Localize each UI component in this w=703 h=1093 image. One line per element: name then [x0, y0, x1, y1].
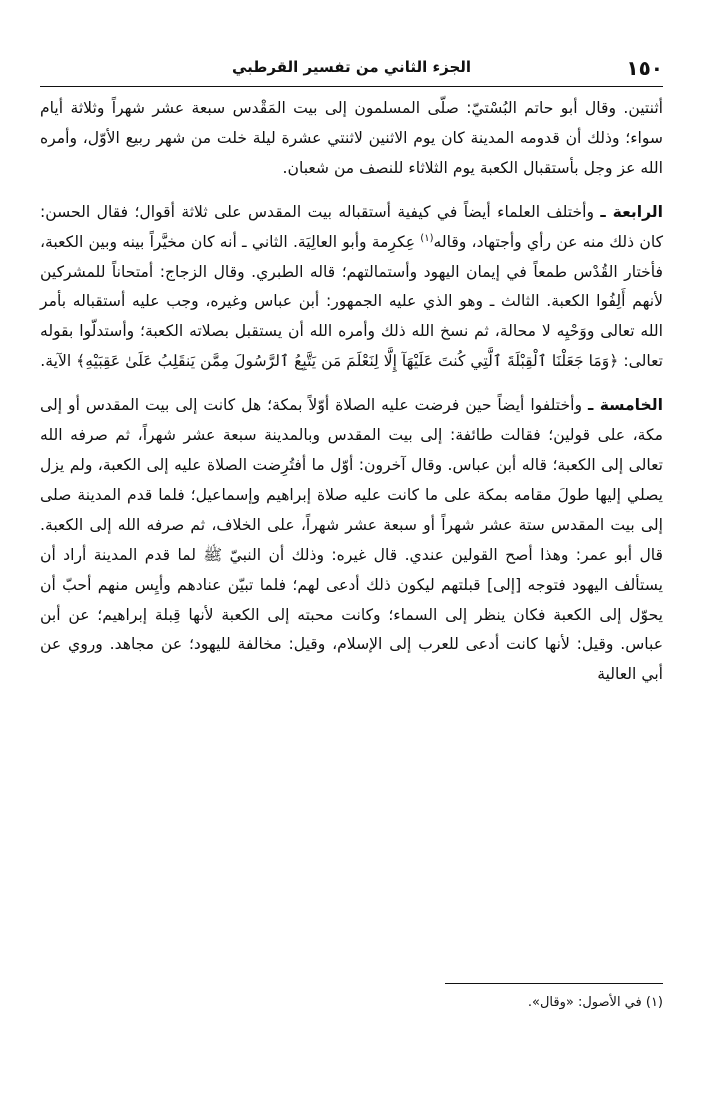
page-header	[40, 52, 663, 86]
footnote-divider	[445, 983, 663, 984]
paragraph-1	[40, 94, 663, 184]
footnote: (١) في الأصول: «وقال».	[527, 995, 663, 1010]
footnote-marker: (١)	[420, 232, 434, 244]
header-divider	[40, 86, 663, 87]
page-number: ١٥٠	[626, 56, 663, 80]
paragraph-2-text-a: وأختلف العلماء أيضاً في كيفية أستقباله بيت المقدس على ثلاثة أقوال؛ فقال الحسن: كان ذلك منه عن رأي وأجتهاد، وقاله	[40, 202, 663, 251]
running-title: الجزء الثاني من تفسير القرطبي	[231, 58, 472, 76]
paragraph-3-text: وأختلفوا أيضاً حين فرضت عليه الصلاة أوّلاً بمكة؛ هل كانت إلى بيت المقدس أو إلى مكة، على قولين؛ فقالت طائفة: إلى بيت المقدس وبالمدينة سبعة عشر شهراً، ثم صرفه الله تعالى إلى الكعبة؛ قاله أبن عباس. وقال آخرون: أوّل ما أفتُرِضت الصلاة عليه إلى الكعبة، ولم يزل يصلي إليها طولَ مقامه بمكة على ما كانت عليه صلاة إبراهيم وإسماعيل؛ فلما قدم المدينة صلى إلى بيت المقدس ستة عشر شهراً أو سبعة عشر شهراً، على الخلاف، ثم صرفه الله إلى الكعبة. قال أبو عمر: وهذا أصح القولين عندي. قال غيره: وذلك أن النبيّ ﷺ لما قدم المدينة أراد أن يستألف اليهود فتوجه [إلى] قبلتهم ليكون ذلك أدعى لهم؛ فلما تبيّن عنادهم وأيِس منهم أحبّ أن يحوّل إلى الكعبة فكان ينظر إلى السماء؛ وكانت محبته إلى الكعبة لأنها قِبلة إبراهيم؛ عن أبن عباس. وقيل: لأنها كانت أدعى للعرب إلى الإسلام، وقيل: مخالفة لليهود؛ عن مجاهد. وروي عن أبي العالية	[40, 396, 663, 684]
paragraph-3	[40, 391, 663, 690]
quran-quote: ﴿وَمَا جَعَلْنَا ٱلْقِبْلَةَ ٱلَّتِي كُنتَ عَلَيْهَآ إِلَّا لِنَعْلَمَ مَن يَتَّبِعُ ٱلرَّسُولَ مِمَّن يَنقَلِبُ عَلَىٰ عَقِبَيْهِ﴾	[76, 352, 619, 371]
main-text	[40, 94, 663, 690]
paragraph-2-lead: الرابعة ـ	[600, 202, 663, 221]
paragraph-2-text-c: الآية.	[40, 352, 77, 371]
paragraph-2	[40, 198, 663, 377]
paragraph-2-text-b: عِكرِمة وأبو العالِيَة. الثاني ـ أنه كان مخيَّراً بينه وبين الكعبة، فأختار القُدْس طمعاً في إيمان اليهود وأستمالتهم؛ قاله الطبري. وقال الزجاج: أمتحاناً للمشركين لأنهم أَلِفُوا الكعبة. الثالث ـ وهو الذي عليه الجمهور: أبن عباس وغيره، وجب عليه أستقباله بأمر الله تعالى ووَحْيِه لا محالة، ثم نسخ الله ذلك وأمره الله أن يستقبل بصلاته الكعبة؛ وأستدلّوا بقوله تعالى:	[40, 232, 663, 371]
paragraph-3-lead: الخامسة ـ	[587, 396, 663, 415]
paragraph-1-text: أثنتين. وقال أبو حاتم البُسْتيّ: صلّى المسلمون إلى بيت المَقْدس سبعة عشر شهراً وثلاثة أيام سواء؛ وذلك أن قدومه المدينة كان يوم الاثنين لاثنتي عشرة ليلة خلت من شهر ربيع الأوّل، وأمره الله عز وجل بأستقبال الكعبة يوم الثلاثاء للنصف من شعبان.	[40, 99, 663, 177]
